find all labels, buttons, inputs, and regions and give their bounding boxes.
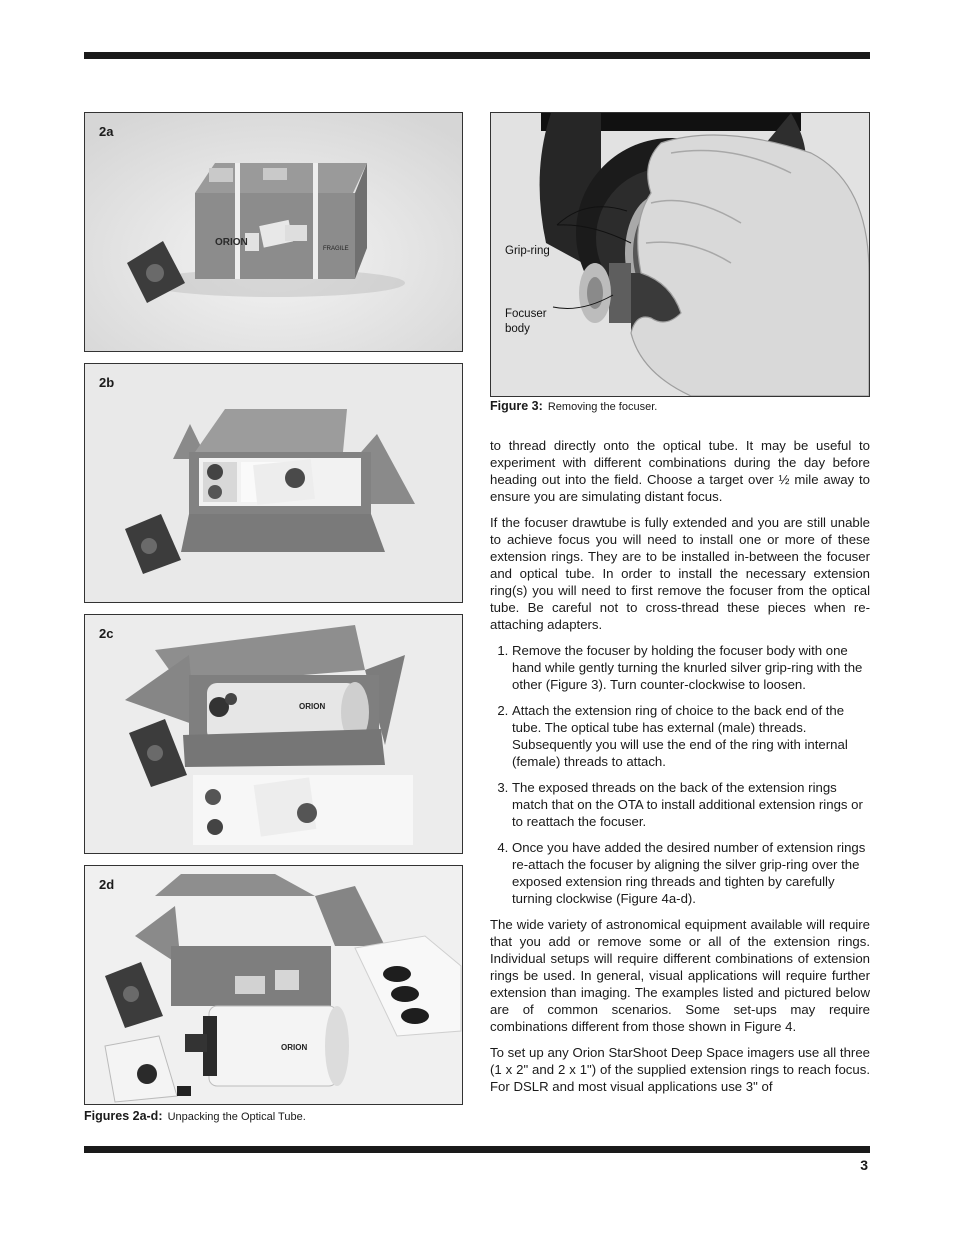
figure-3-caption [490, 399, 657, 413]
sealed-box-photo [85, 113, 462, 351]
callout-focuser-body: Focuser body [505, 308, 547, 335]
step-item: 3. The exposed threads on the back of the extension rings match that on the OTA to install additional extension rings or to reattach the focuser. [512, 779, 870, 830]
brand-logo: ORION [281, 1043, 308, 1052]
step-item: 1. Remove the focuser by holding the focuser body with one hand while gently turning the knurled silver grip-ring with the other (Figure 3). Turn counter-clockwise to loosen. [512, 642, 870, 693]
figure-2a [84, 112, 463, 352]
unpacked-tube-photo [85, 866, 462, 1104]
tube-in-box-photo [85, 615, 462, 853]
paragraph: If the focuser drawtube is fully extended and you are still unable to achieve focus you will need to install one or more of these extension rings. They are to be installed in-between the focuser and optical tube. In order to install the necessary extension ring(s) you will need to first remove the focuser from the optical tube. Be careful not to cross-thread these pieces when re-attaching adapters. [490, 515, 870, 632]
fragile-label: FRAGILE [323, 246, 349, 252]
figure-label: 2d [99, 877, 115, 892]
caption-label: Figure 3: [490, 399, 543, 413]
figure-2c [84, 614, 463, 854]
paragraph: The wide variety of astronomical equipment available will require that you add or remove some or all of the extension rings. Individual setups will require different combinations of extension rings be used. In general, visual applications will require further extension than imaging. The examples listed and pictured below are of common scenarios. Some set-ups may require combinations different from those shown in Figure 4. [490, 917, 870, 1034]
top-rule [84, 52, 870, 59]
bottom-rule [84, 1146, 870, 1153]
paragraph: to thread directly onto the optical tube. It may be useful to experiment with different combinations during the day before heading out into the field. Choose a target over ½ mile away to ensure you are simulating distant focus. [490, 438, 870, 504]
step-item: 2. Attach the extension ring of choice to the back end of the tube. The optical tube has external (male) threads. Subsequently you will use the end of the ring with internal (female) threads to attach. [512, 702, 870, 770]
brand-logo: ORION [299, 702, 326, 711]
caption-label: Figures 2a-d: [84, 1109, 163, 1123]
figure-label: 2c [99, 626, 114, 641]
opened-box-photo [85, 364, 462, 602]
figure-2b [84, 363, 463, 603]
brand-logo: ORION [215, 237, 248, 248]
body-text [490, 437, 870, 1104]
caption-text: Removing the focuser. [547, 401, 658, 413]
figure-3 [490, 112, 870, 397]
paragraph: To set up any Orion StarShoot Deep Space imagers use all three (1 x 2" and 2 x 1") of the supplied extension rings to reach focus. For DSLR and most visual applications use 3" of [490, 1045, 870, 1094]
figure-2-caption [84, 1109, 306, 1123]
instruction-steps [490, 642, 870, 907]
callout-grip-ring: Grip-ring [505, 245, 550, 257]
figure-label: 2b [99, 375, 115, 390]
caption-text: Unpacking the Optical Tube. [167, 1111, 306, 1123]
figure-2d [84, 865, 463, 1105]
figure-label: 2a [99, 124, 114, 139]
page-number: 3 [860, 1157, 868, 1173]
step-item: 4. Once you have added the desired number of extension rings re-attach the focuser by aligning the silver grip-ring over the exposed extension ring threads and tighten by carefully turning clockwise (Figure 4a-d). [512, 839, 870, 907]
